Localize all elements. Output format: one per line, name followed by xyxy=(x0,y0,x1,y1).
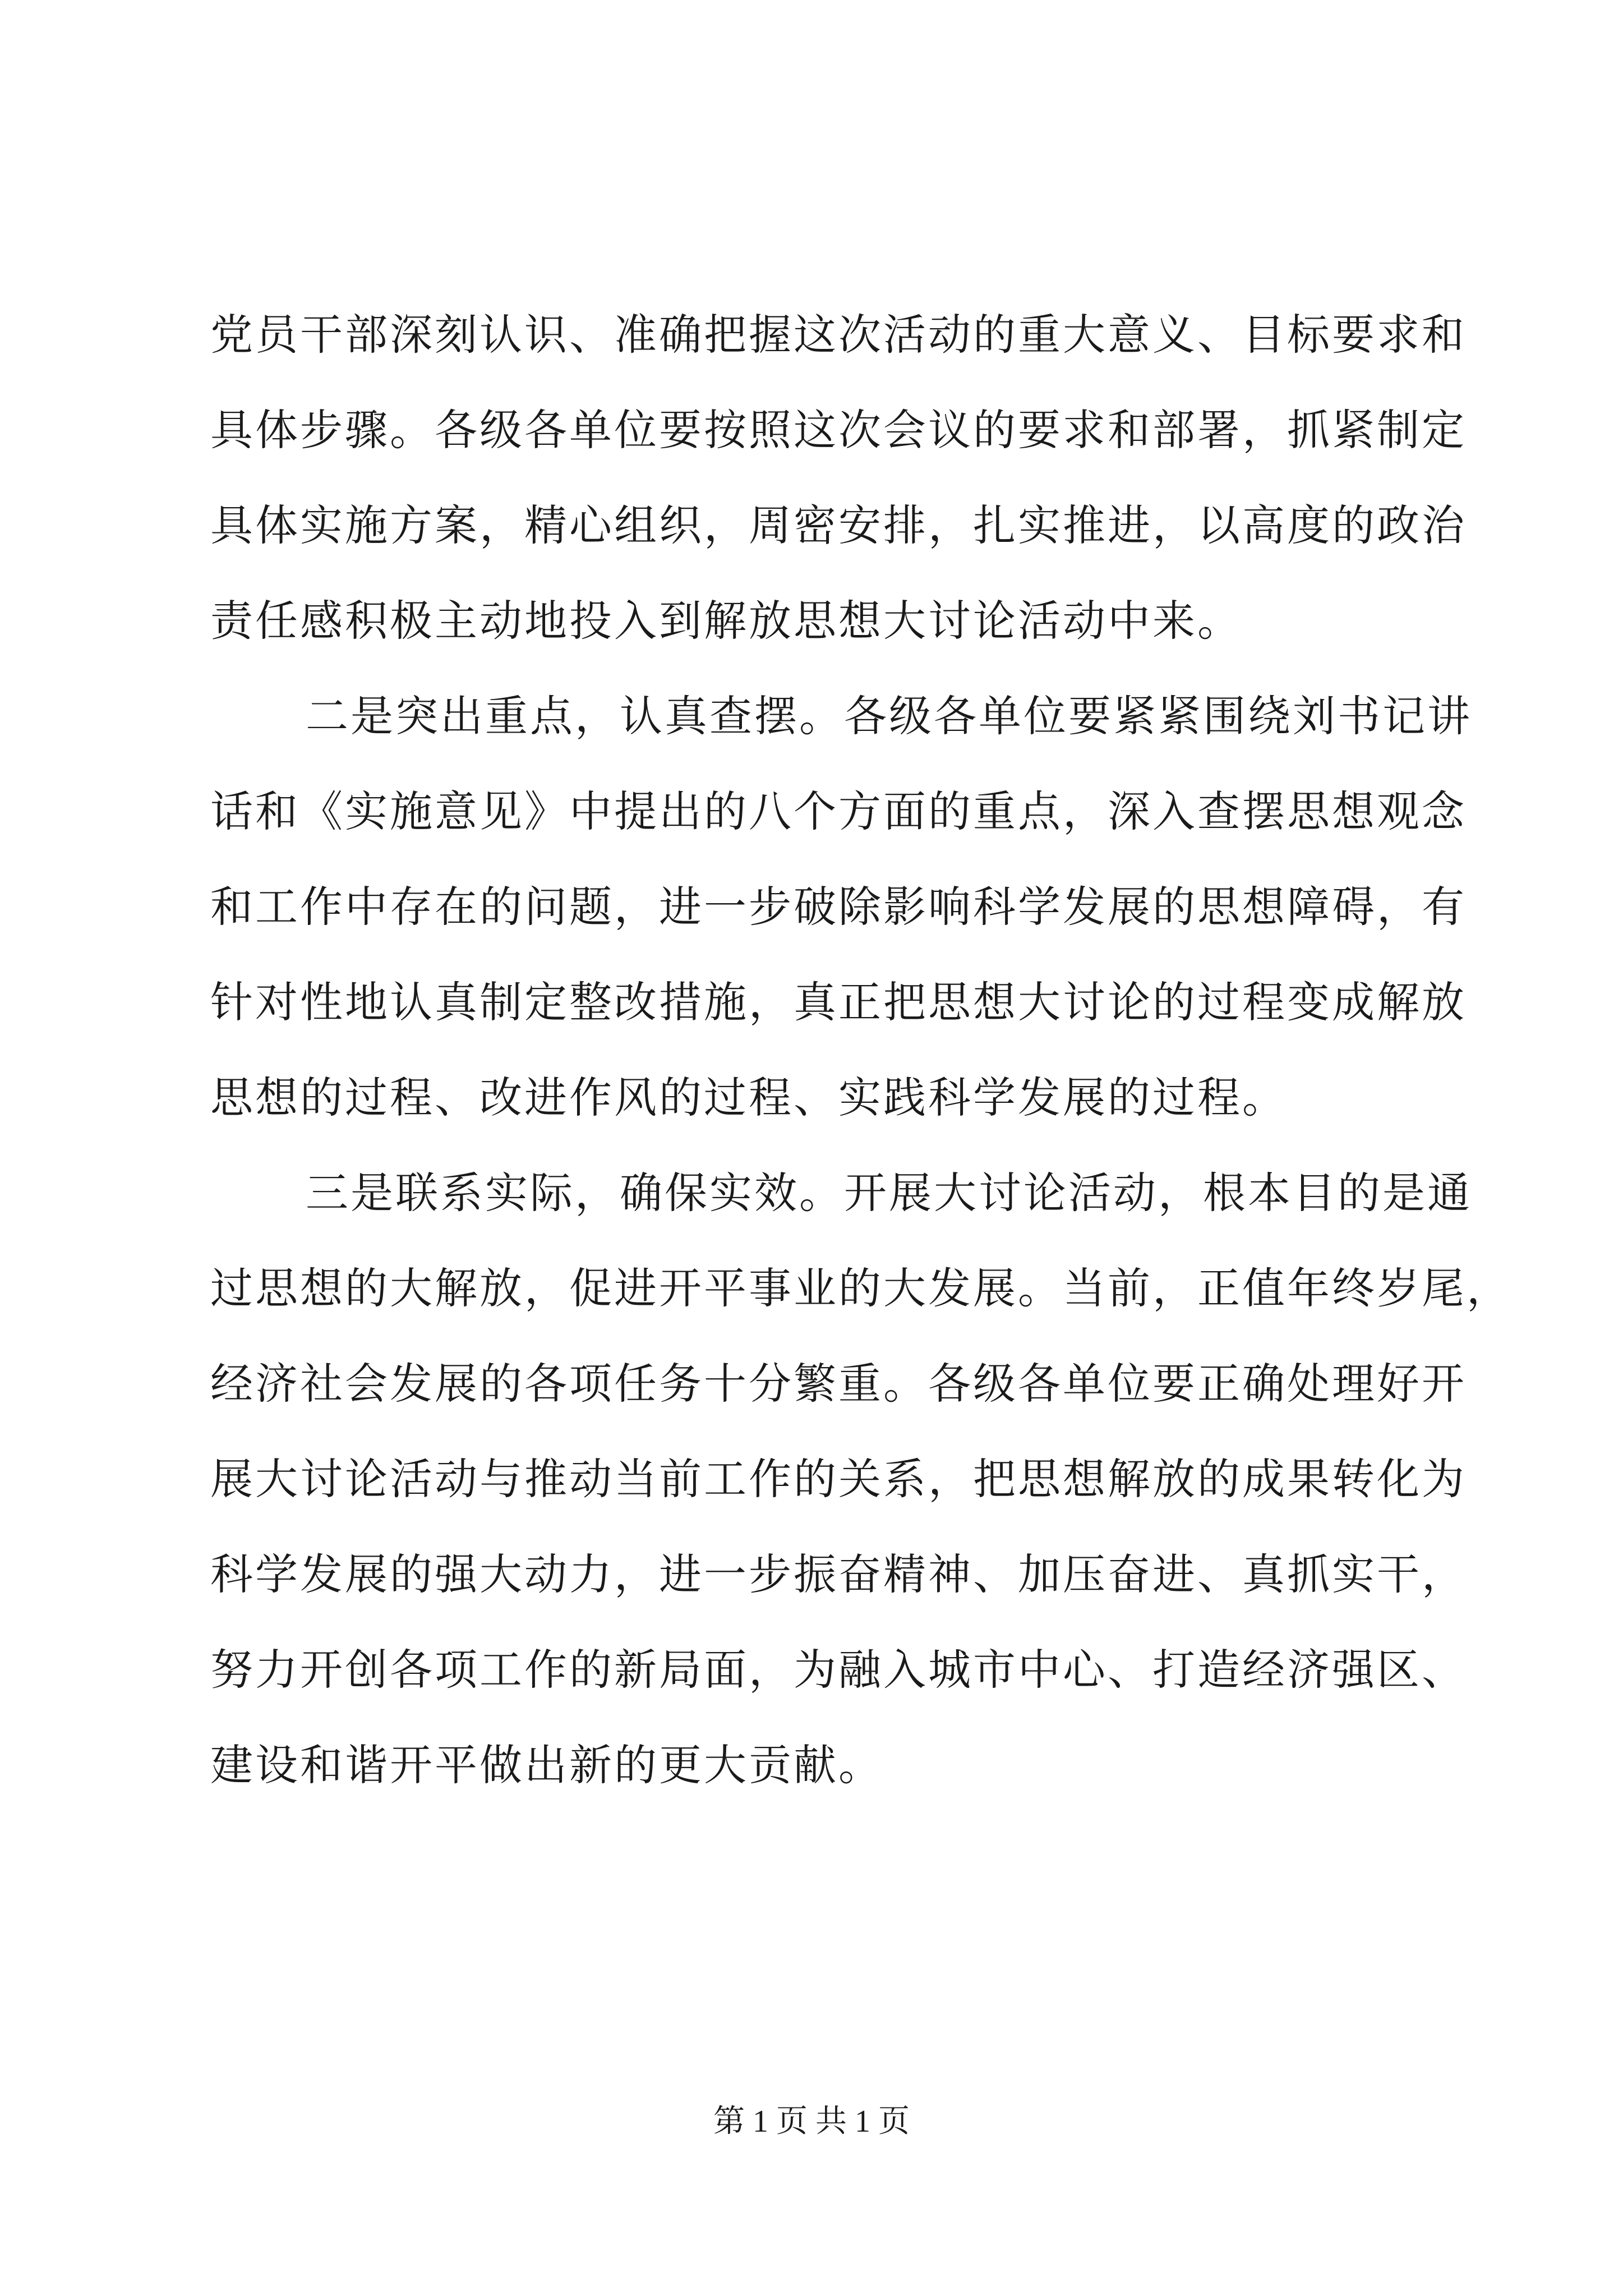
paragraph-3 xyxy=(210,1145,1511,1813)
text-line: 建设和谐开平做出新的更大贡献。 xyxy=(210,1740,883,1790)
document-body xyxy=(210,287,1511,1813)
text-line: 过思想的大解放，促进开平事业的大发展。当前，正值年终岁尾， xyxy=(210,1263,1511,1313)
text-line: 二是突出重点，认真查摆。各级各单位要紧紧围绕刘书记讲 xyxy=(306,691,1472,741)
text-line: 具体步骤。各级各单位要按照这次会议的要求和部署，抓紧制定 xyxy=(210,405,1467,455)
text-line: 展大讨论活动与推动当前工作的关系，把思想解放的成果转化为 xyxy=(210,1454,1467,1504)
page-number-label: 第 1 页 共 1 页 xyxy=(713,2104,910,2139)
text-line: 党员干部深刻认识、准确把握这次活动的重大意义、目标要求和 xyxy=(210,310,1467,360)
text-line: 经济社会发展的各项任务十分繁重。各级各单位要正确处理好开 xyxy=(210,1359,1467,1409)
text-line: 具体实施方案，精心组织，周密安排，扎实推进，以高度的政治 xyxy=(210,500,1467,550)
page-footer xyxy=(0,2099,1623,2144)
text-line: 责任感积极主动地投入到解放思想大讨论活动中来。 xyxy=(210,596,1242,646)
paragraph-2 xyxy=(210,669,1472,1145)
text-line: 和工作中存在的问题，进一步破除影响科学发展的思想障碍，有 xyxy=(210,882,1467,932)
paragraph-1 xyxy=(210,287,1467,669)
text-line: 针对性地认真制定整改措施，真正把思想大讨论的过程变成解放 xyxy=(210,977,1467,1027)
text-line: 科学发展的强大动力，进一步振奋精神、加压奋进、真抓实干， xyxy=(210,1549,1467,1599)
text-line: 三是联系实际，确保实效。开展大讨论活动，根本目的是通 xyxy=(306,1168,1472,1218)
text-line: 话和《实施意见》中提出的八个方面的重点，深入查摆思想观念 xyxy=(210,786,1467,836)
text-line: 思想的过程、改进作风的过程、实践科学发展的过程。 xyxy=(210,1073,1287,1122)
text-line: 努力开创各项工作的新局面，为融入城市中心、打造经济强区、 xyxy=(210,1645,1467,1695)
